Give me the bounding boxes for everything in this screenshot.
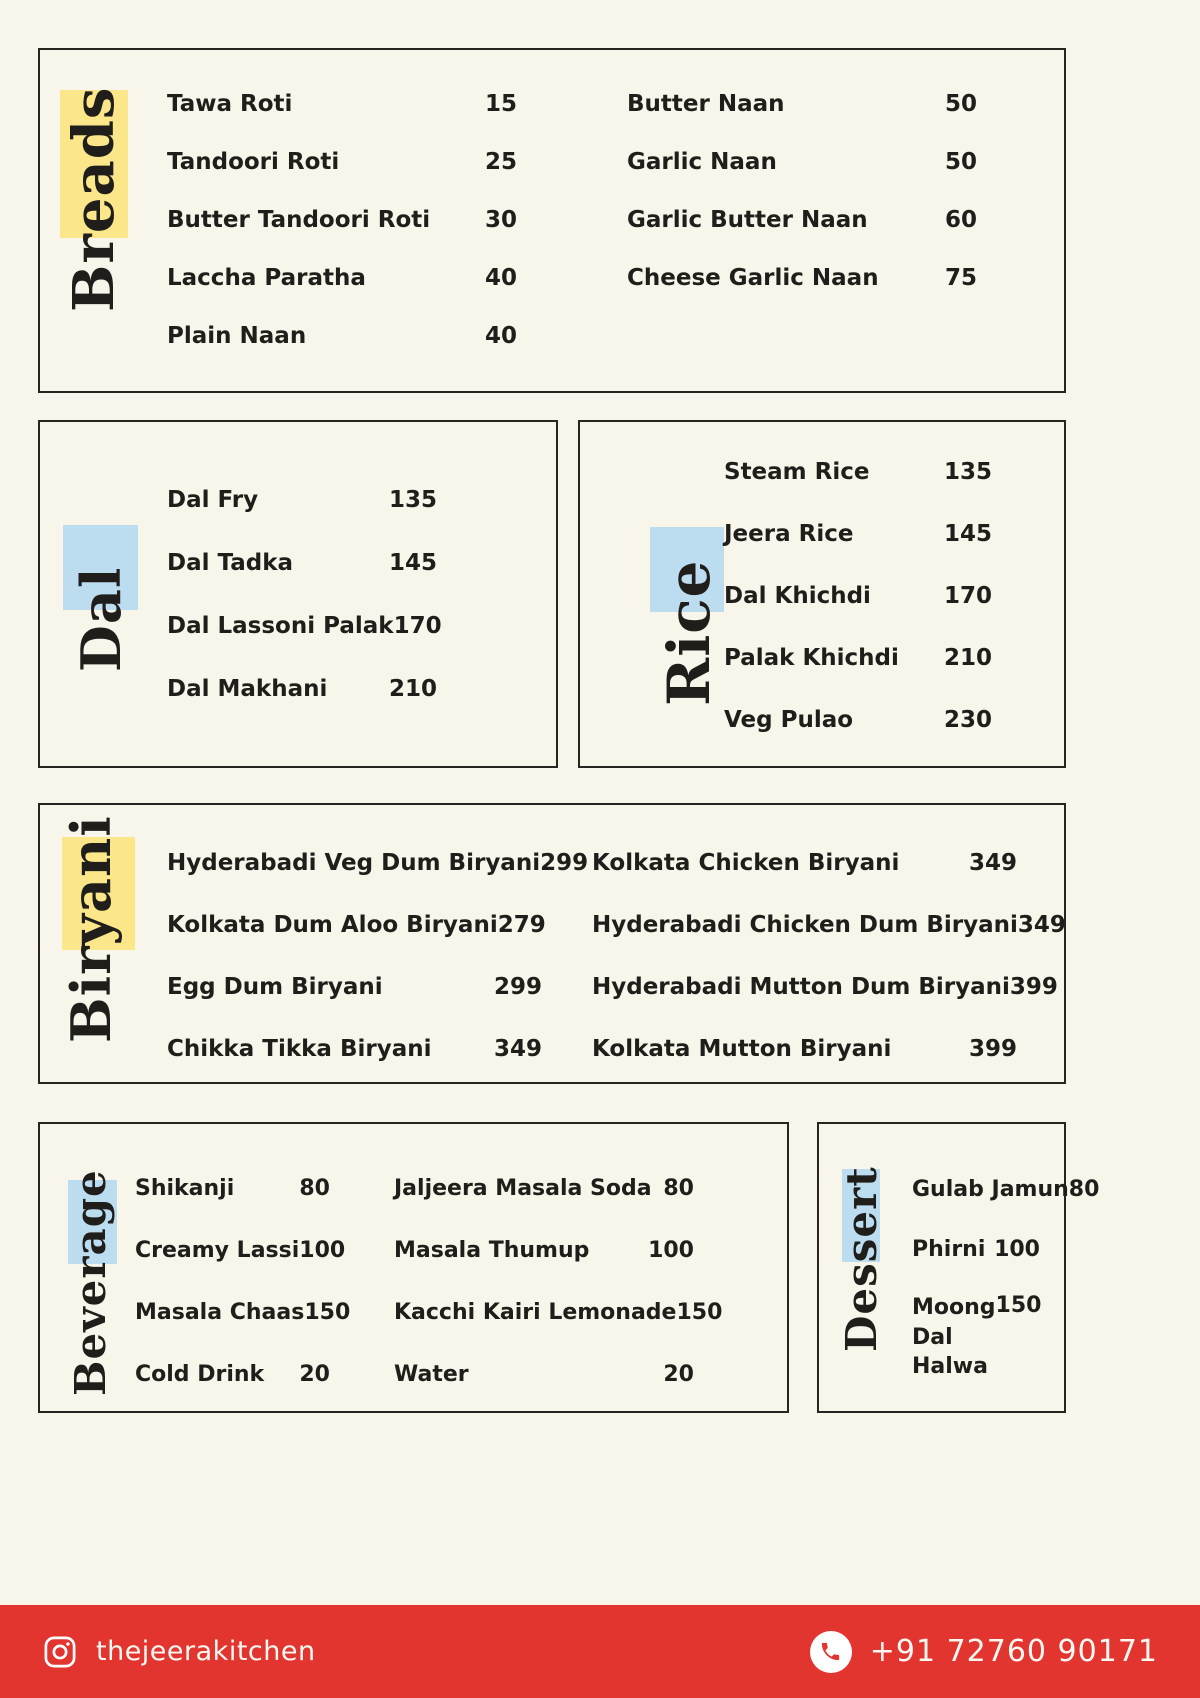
item-price: 15 — [484, 91, 517, 117]
menu-item-row — [912, 1293, 1040, 1382]
menu-item-row — [167, 956, 542, 1018]
menu-item-row — [167, 133, 517, 191]
item-price: 100 — [648, 1237, 694, 1263]
item-price: 75 — [944, 265, 977, 291]
item-name: Cold Drink — [135, 1361, 265, 1387]
menu-item-row — [724, 503, 992, 565]
item-name: Garlic Naan — [627, 149, 777, 175]
item-name: Cheese Garlic Naan — [627, 265, 879, 291]
item-name: Laccha Paratha — [167, 265, 366, 291]
beverage-section-label: Beverage — [66, 1169, 115, 1396]
item-price: 100 — [299, 1237, 346, 1263]
menu-item-row — [394, 1157, 694, 1219]
item-name: Creamy Lassi — [135, 1237, 300, 1263]
breads-column-1 — [167, 75, 517, 365]
item-price: 40 — [484, 265, 517, 291]
item-name: Butter Tandoori Roti — [167, 207, 431, 233]
menu-item-row — [135, 1343, 330, 1405]
item-price: 80 — [299, 1175, 330, 1201]
item-price: 349 — [493, 1036, 542, 1062]
item-name: Egg Dum Biryani — [167, 974, 383, 1000]
section-breads — [38, 48, 1066, 393]
item-name: Masala Thumup — [394, 1237, 590, 1263]
item-name: Kolkata Chicken Biryani — [592, 850, 900, 876]
item-price: 100 — [994, 1236, 1040, 1262]
menu-item-row — [167, 832, 589, 894]
item-name: Steam Rice — [724, 459, 870, 485]
instagram-handle: thejeerakitchen — [96, 1636, 316, 1667]
dal-column — [167, 468, 442, 720]
breads-section-label: Breads — [61, 86, 127, 312]
item-name: Kolkata Dum Aloo Biryani — [167, 912, 498, 938]
menu-item-row — [167, 468, 437, 531]
rice-section-label: Rice — [655, 559, 723, 706]
biryani-column-2 — [592, 832, 1066, 1080]
rice-column — [724, 441, 992, 751]
item-name: Kolkata Mutton Biryani — [592, 1036, 892, 1062]
item-price: 170 — [393, 612, 442, 639]
menu-item-row — [167, 1018, 542, 1080]
item-price: 135 — [943, 459, 992, 485]
item-price: 299 — [493, 974, 542, 1000]
item-price: 20 — [299, 1361, 330, 1387]
item-name: Palak Khichdi — [724, 645, 899, 671]
item-name: Water — [394, 1361, 469, 1387]
menu-item-row — [724, 565, 992, 627]
menu-item-row — [167, 894, 546, 956]
menu-item-row — [912, 1219, 1040, 1279]
phone-icon — [810, 1631, 852, 1673]
item-price: 349 — [1017, 912, 1066, 938]
item-price: 279 — [497, 912, 546, 938]
menu-item-row — [167, 307, 517, 365]
item-name: Dal Makhani — [167, 675, 328, 702]
item-name: Tawa Roti — [167, 91, 293, 117]
menu-item-row — [167, 594, 442, 657]
item-name: Dal Khichdi — [724, 583, 871, 609]
item-price: 210 — [388, 675, 437, 702]
beverage-column-2 — [394, 1157, 723, 1405]
item-price: 50 — [944, 149, 977, 175]
item-price: 150 — [676, 1299, 723, 1325]
section-rice — [578, 420, 1066, 768]
item-name: Phirni — [912, 1236, 986, 1262]
section-beverage — [38, 1122, 789, 1413]
menu-item-row — [592, 956, 1058, 1018]
item-name: Plain Naan — [167, 323, 307, 349]
menu-item-row — [627, 133, 977, 191]
item-name: Moong Dal Halwa — [912, 1295, 996, 1380]
phone-number: +91 72760 90171 — [869, 1634, 1158, 1669]
item-name: Veg Pulao — [724, 707, 854, 733]
item-name: Dal Fry — [167, 486, 259, 513]
item-price: 145 — [943, 521, 992, 547]
phone-group — [810, 1631, 1158, 1673]
item-price: 399 — [968, 1036, 1017, 1062]
menu-item-row — [724, 627, 992, 689]
item-name: Dal Lassoni Palak — [167, 612, 394, 639]
menu-item-row — [627, 191, 977, 249]
item-name: Hyderabadi Veg Dum Biryani — [167, 850, 541, 876]
item-price: 150 — [304, 1299, 351, 1325]
menu-item-row — [912, 1159, 1100, 1219]
item-name: Hyderabadi Mutton Dum Biryani — [592, 974, 1010, 1000]
dal-section-label: Dal — [69, 566, 133, 672]
breads-column-2 — [627, 75, 977, 307]
item-name: Kacchi Kairi Lemonade — [394, 1299, 677, 1325]
biryani-column-1 — [167, 832, 589, 1080]
item-price: 230 — [943, 707, 992, 733]
item-name: Garlic Butter Naan — [627, 207, 868, 233]
section-dessert — [817, 1122, 1100, 1413]
item-price: 150 — [995, 1293, 1042, 1318]
item-price: 170 — [943, 583, 992, 609]
item-name: Shikanji — [135, 1175, 235, 1201]
item-price: 60 — [944, 207, 977, 233]
item-name: Gulab Jamun — [912, 1176, 1069, 1202]
menu-item-row — [724, 689, 992, 751]
menu-item-row — [167, 531, 437, 594]
menu-item-row — [592, 832, 1017, 894]
menu-item-row — [135, 1157, 330, 1219]
menu-item-row — [167, 657, 437, 720]
item-price: 20 — [663, 1361, 694, 1387]
item-price: 50 — [944, 91, 977, 117]
menu-item-row — [167, 191, 517, 249]
footer-bar — [0, 1605, 1200, 1698]
biryani-section-label: Biryani — [59, 815, 123, 1043]
instagram-group — [42, 1634, 316, 1670]
menu-item-row — [167, 75, 517, 133]
item-price: 30 — [484, 207, 517, 233]
item-price: 399 — [1009, 974, 1058, 1000]
item-name: Tandoori Roti — [167, 149, 340, 175]
item-name: Jaljeera Masala Soda — [394, 1175, 652, 1201]
menu-item-row — [724, 441, 992, 503]
item-price: 349 — [968, 850, 1017, 876]
item-name: Jeera Rice — [724, 521, 854, 547]
section-biryani — [38, 803, 1066, 1084]
menu-item-row — [135, 1281, 351, 1343]
menu-item-row — [394, 1343, 694, 1405]
menu-item-row — [135, 1219, 346, 1281]
menu-item-row — [627, 75, 977, 133]
item-price: 40 — [484, 323, 517, 349]
section-dal — [38, 420, 558, 768]
item-name: Chikka Tikka Biryani — [167, 1036, 432, 1062]
beverage-column-1 — [135, 1157, 351, 1405]
item-price: 25 — [484, 149, 517, 175]
menu-item-row — [167, 249, 517, 307]
item-price: 135 — [388, 486, 437, 513]
menu-item-row — [592, 1018, 1017, 1080]
menu-item-row — [627, 249, 977, 307]
item-price: 80 — [663, 1175, 694, 1201]
item-price: 299 — [540, 850, 589, 876]
item-name: Butter Naan — [627, 91, 785, 117]
item-name: Masala Chaas — [135, 1299, 305, 1325]
menu-item-row — [394, 1219, 694, 1281]
item-name: Dal Tadka — [167, 549, 294, 576]
dessert-column — [912, 1159, 1100, 1382]
instagram-icon — [42, 1634, 78, 1670]
item-name: Hyderabadi Chicken Dum Biryani — [592, 912, 1018, 938]
dessert-section-label: Dessert — [837, 1166, 886, 1352]
menu-item-row — [394, 1281, 723, 1343]
item-price: 145 — [388, 549, 437, 576]
menu-item-row — [592, 894, 1066, 956]
item-price: 210 — [943, 645, 992, 671]
item-price: 80 — [1068, 1176, 1100, 1202]
